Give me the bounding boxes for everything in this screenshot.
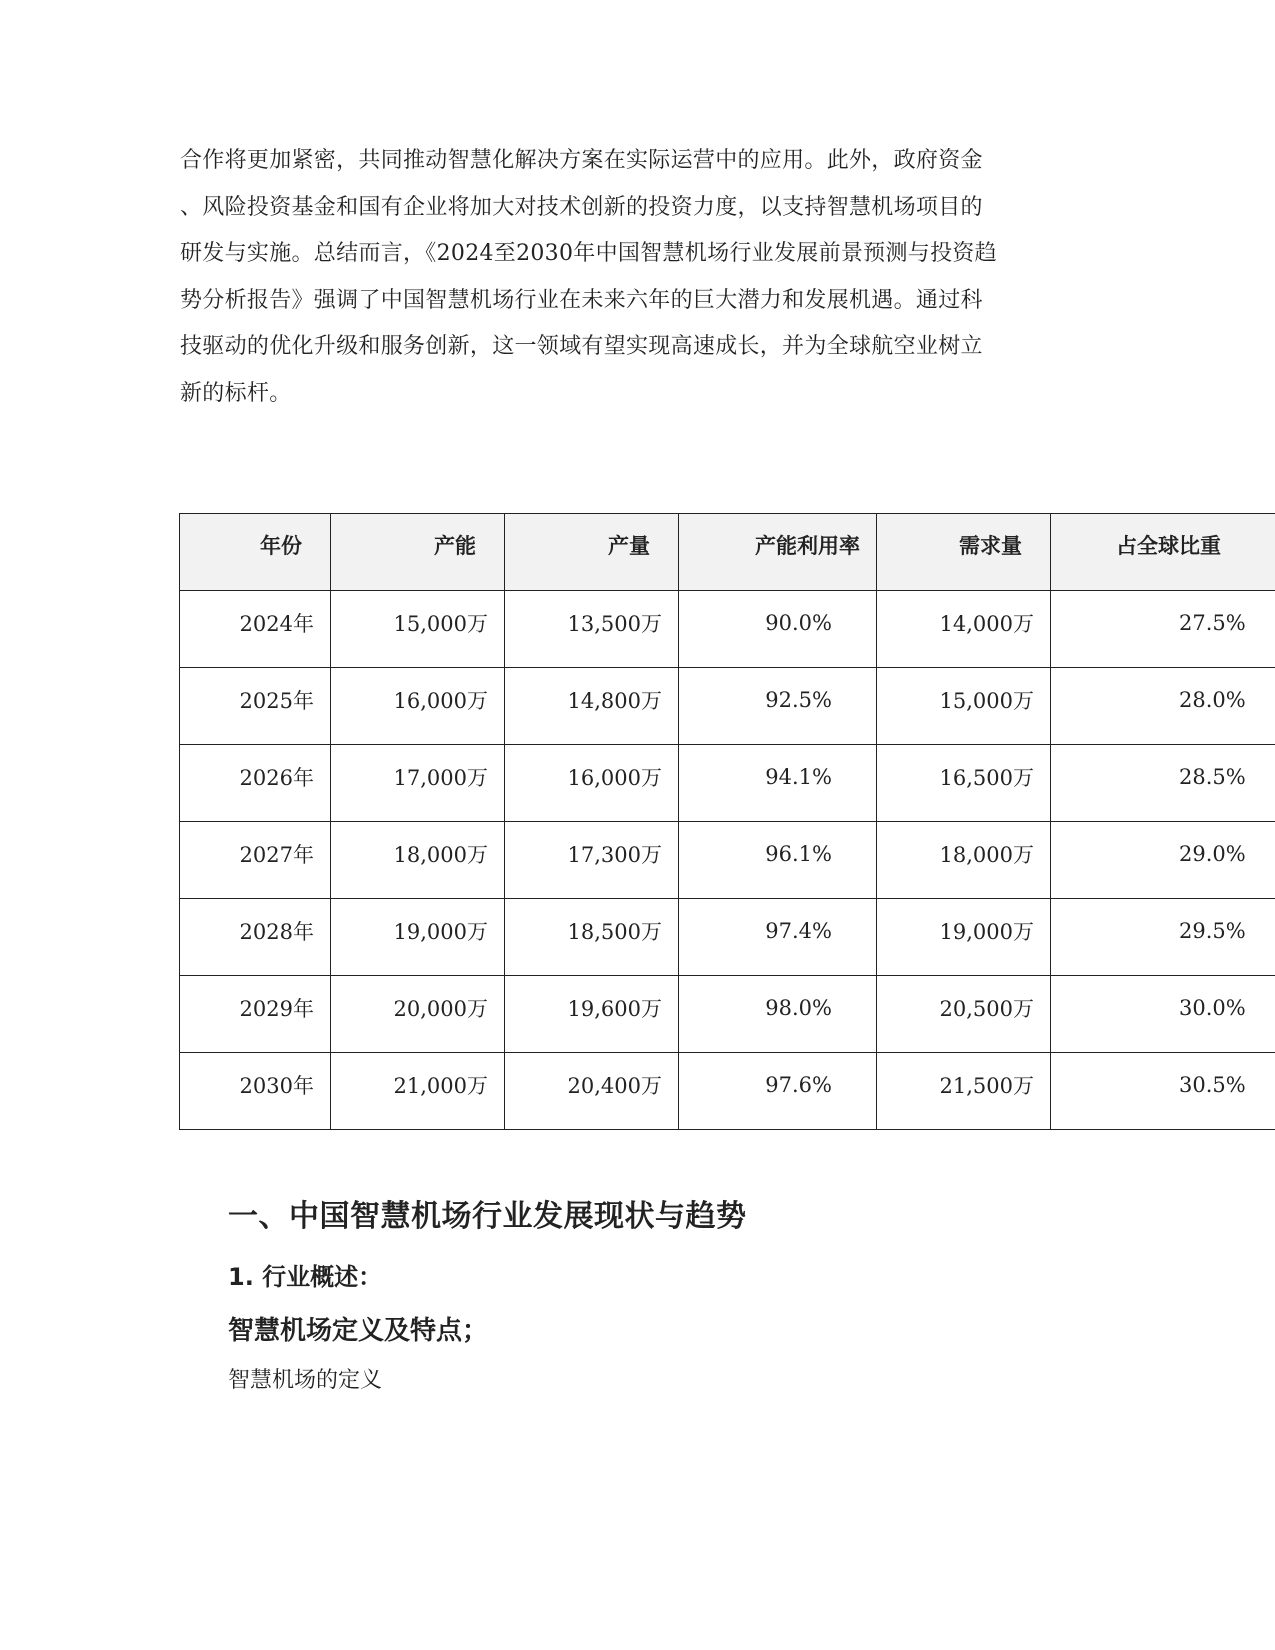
cell-global-share: 29.5% — [1051, 899, 1275, 976]
table-header-row — [180, 514, 1275, 591]
header-global-share: 占全球比重 — [1051, 514, 1275, 591]
cell-output: 16,000万 — [505, 745, 679, 822]
cell-utilization: 96.1% — [679, 822, 877, 899]
table-row — [180, 745, 1275, 822]
cell-utilization: 97.4% — [679, 899, 877, 976]
cell-capacity: 18,000万 — [331, 822, 505, 899]
cell-year: 2025年 — [180, 668, 331, 745]
cell-output: 20,400万 — [505, 1053, 679, 1130]
cell-year: 2026年 — [180, 745, 331, 822]
cell-output: 17,300万 — [505, 822, 679, 899]
table-row — [180, 1053, 1275, 1130]
cell-global-share: 29.0% — [1051, 822, 1275, 899]
data-table-container — [179, 513, 1275, 1130]
cell-capacity: 16,000万 — [331, 668, 505, 745]
intro-line: 技驱动的优化升级和服务创新，这一领域有望实现高速成长，并为全球航空业树立 — [180, 334, 983, 359]
cell-global-share: 30.5% — [1051, 1053, 1275, 1130]
header-year: 年份 — [180, 514, 331, 591]
cell-output: 13,500万 — [505, 591, 679, 668]
intro-line: 、风险投资基金和国有企业将加大对技术创新的投资力度，以支持智慧机场项目的 — [180, 194, 983, 220]
cell-utilization: 90.0% — [679, 591, 877, 668]
cell-year: 2030年 — [180, 1053, 331, 1130]
cell-demand: 20,500万 — [877, 976, 1051, 1053]
header-demand: 需求量 — [877, 514, 1051, 591]
cell-global-share: 27.5% — [1051, 591, 1275, 668]
cell-demand: 16,500万 — [877, 745, 1051, 822]
table-row — [180, 976, 1275, 1053]
cell-demand: 21,500万 — [877, 1053, 1051, 1130]
table-row — [180, 591, 1275, 668]
table-row — [180, 822, 1275, 899]
table-row — [180, 668, 1275, 745]
cell-capacity: 21,000万 — [331, 1053, 505, 1130]
cell-global-share: 30.0% — [1051, 976, 1275, 1053]
section-heading: 一、中国智慧机场行业发展现状与趋势 — [228, 1199, 747, 1234]
header-utilization: 产能利用率 — [679, 514, 877, 591]
cell-capacity: 15,000万 — [331, 591, 505, 668]
cell-global-share: 28.5% — [1051, 745, 1275, 822]
intro-paragraph — [180, 138, 1040, 417]
cell-utilization: 98.0% — [679, 976, 877, 1053]
subsubsection-heading: 智慧机场定义及特点； — [228, 1316, 489, 1346]
header-capacity: 产能 — [331, 514, 505, 591]
header-output: 产量 — [505, 514, 679, 591]
cell-year: 2029年 — [180, 976, 331, 1053]
cell-output: 14,800万 — [505, 668, 679, 745]
cell-year: 2028年 — [180, 899, 331, 976]
cell-year: 2027年 — [180, 822, 331, 899]
intro-line: 合作将更加紧密，共同推动智慧化解决方案在实际运营中的应用。此外，政府资金 — [180, 148, 983, 173]
cell-demand: 19,000万 — [877, 899, 1051, 976]
cell-demand: 14,000万 — [877, 591, 1051, 668]
cell-global-share: 28.0% — [1051, 668, 1275, 745]
cell-utilization: 97.6% — [679, 1053, 877, 1130]
table-row — [180, 899, 1275, 976]
intro-line: 研发与实施。总结而言，《2024至2030年中国智慧机场行业发展前景预测与投资趋 — [180, 241, 997, 266]
cell-utilization: 92.5% — [679, 668, 877, 745]
cell-output: 19,600万 — [505, 976, 679, 1053]
cell-capacity: 20,000万 — [331, 976, 505, 1053]
cell-output: 18,500万 — [505, 899, 679, 976]
capacity-table — [179, 513, 1275, 1130]
cell-capacity: 19,000万 — [331, 899, 505, 976]
cell-capacity: 17,000万 — [331, 745, 505, 822]
intro-line: 势分析报告》强调了中国智慧机场行业在未来六年的巨大潜力和发展机遇。通过科 — [180, 287, 983, 313]
cell-demand: 18,000万 — [877, 822, 1051, 899]
cell-utilization: 94.1% — [679, 745, 877, 822]
cell-demand: 15,000万 — [877, 668, 1051, 745]
cell-year: 2024年 — [180, 591, 331, 668]
subsection-heading: 1. 行业概述： — [228, 1263, 383, 1291]
intro-line: 新的标杆。 — [180, 380, 292, 406]
body-text: 智慧机场的定义 — [228, 1368, 383, 1393]
